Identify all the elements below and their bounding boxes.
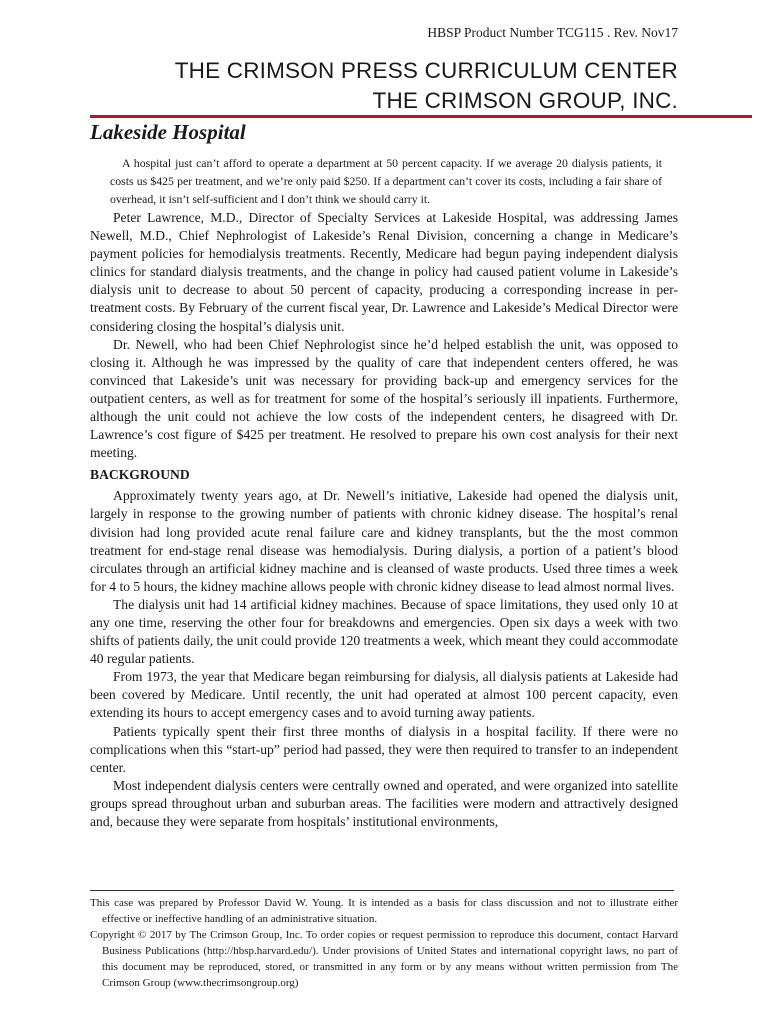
footnote-authorship: This case was prepared by Professor David W. Young. It is intended as a basis for class discussion and not to illustrate either effective or ineffective handling of an administrative situation. — [90, 897, 678, 925]
case-title: Lakeside Hospital — [90, 120, 246, 144]
paragraph: Peter Lawrence, M.D., Director of Specialty Services at Lakeside Hospital, was addressing James Newell, M.D., Chief Nephrologist of Lakeside’s Renal Division, concerning a change in Medicare’s payment policies for hemodialysis treatments. Recently, Medicare had begun paying independent dialysis clinics for standard dialysis treatments, and the change in policy had caused patient volume in Lakeside’s dialysis unit to decrease to about 50 percent of capacity, producing a corresponding increase in per-treatment costs. By February of the current fiscal year, Dr. Lawrence and Lakeside’s Medical Director were considering closing the hospital’s dialysis unit. — [90, 210, 678, 334]
footnotes — [90, 895, 678, 991]
footnote-copyright: Copyright © 2017 by The Crimson Group, Inc. To order copies or request permission to reproduce this document, contact Harvard Business Publications (http://hbsp.harvard.edu/). Under provisions of United States and international copyright laws, no part of this document may be reproduced, stored, or transmitted in any form or by any means without written permission from The Crimson Group (www.thecrimsongroup.org) — [90, 929, 678, 989]
paragraph: The dialysis unit had 14 artificial kidney machines. Because of space limitations, they used only 10 at any one time, reserving the other four for breakdowns and emergencies. Open six days a week with two shifts of patients daily, the unit could provide 120 treatments a week, which meant they could accommodate 40 regular patients. — [90, 596, 678, 667]
publisher-company: THE CRIMSON GROUP, INC. — [372, 88, 678, 113]
paragraph: Most independent dialysis centers were centrally owned and operated, and were organized into satellite groups spread throughout urban and suburban areas. The facilities were modern and attractively designed and, because they were separate from hospitals’ institutional environments, — [90, 777, 678, 829]
footnote-rule — [90, 890, 674, 891]
case-body — [90, 209, 678, 831]
product-number: HBSP Product Number TCG115 . Rev. Nov17 — [427, 25, 678, 40]
section-heading: BACKGROUND — [90, 467, 190, 483]
epigraph-text: A hospital just can’t afford to operate a department at 50 percent capacity. If we average 20 dialysis patients, it costs us $425 per treatment, and we’re only paid $250. If a department can’t cover its costs, including a fair share of overhead, it isn’t self-sufficient and I don’t think we should carry it. — [110, 156, 662, 207]
epigraph — [110, 154, 662, 209]
paragraph: From 1973, the year that Medicare began reimbursing for dialysis, all dialysis patients at Lakeside had been covered by Medicare. Until recently, the unit had operated at almost 100 percent capacity, even extending its hours to accept emergency cases and to avoid turning away patients. — [90, 669, 678, 721]
paragraph: Dr. Newell, who had been Chief Nephrologist since he’d helped establish the unit, was opposed to closing it. Although he was impressed by the quality of care that independent centers offered, he was convinced that Lakeside’s unit was necessary for providing back-up and emergency services for the outpatient centers, as well as for treatment for some of the hospital’s seriously ill inpatients. Furthermore, although the unit could not achieve the low costs of the independent centers, he disagreed with Dr. Lawrence’s cost figure of $425 per treatment. He resolved to prepare his own cost analysis for their next meeting. — [90, 336, 678, 461]
header-rule — [90, 115, 752, 118]
paragraph: Patients typically spent their first three months of dialysis in a hospital facility. If there were no complications when this “start-up” period had passed, they were then required to transfer to an independent center. — [90, 723, 678, 775]
paragraph: Approximately twenty years ago, at Dr. Newell’s initiative, Lakeside had opened the dialysis unit, largely in response to the growing number of patients with chronic kidney disease. The hospital’s renal division had long provided acute renal failure care and kidney transplants, but the the most common treatment for end-stage renal disease was hemodialysis. During dialysis, a portion of a patient’s blood circulates through an artificial kidney machine and is cleansed of waste products. Used three times a week for 4 to 5 hours, the kidney machine allows people with chronic kidney disease to lead almost normal lives. — [90, 488, 678, 594]
publisher-name: THE CRIMSON PRESS CURRICULUM CENTER — [174, 58, 678, 83]
